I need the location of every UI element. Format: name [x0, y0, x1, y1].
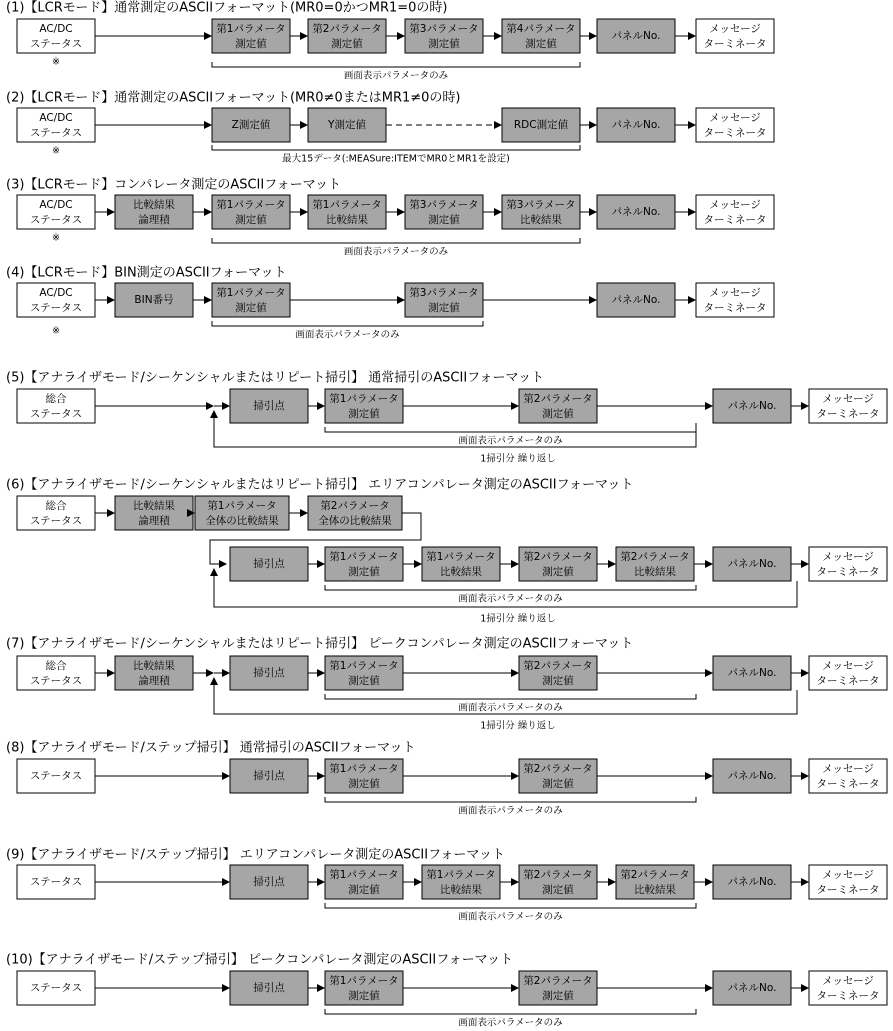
box-label-line2: 測定値: [235, 214, 267, 226]
box-label-line1: メッセージ: [822, 393, 874, 405]
panel-no-box: [713, 865, 791, 899]
box-label-line2: 測定値: [542, 408, 574, 420]
box-label-line2: ステータス: [29, 302, 83, 314]
message-terminator-box: [809, 971, 887, 1005]
box-label-line2: ステータス: [29, 38, 83, 50]
box-label-line2: 全体の比較結果: [205, 515, 279, 527]
bin-number-box: [115, 283, 193, 317]
box-label-line1: 第1パラメータ: [329, 551, 399, 563]
param3-compare-box: [502, 195, 580, 229]
box-label: パネルNo.: [727, 667, 777, 679]
panel-no-box: [597, 19, 675, 53]
box-label-line1: 第2パラメータ: [523, 660, 593, 672]
box-label-line1: 第1パラメータ: [329, 660, 399, 672]
param4-box: [502, 19, 580, 53]
box-label-line1: メッセージ: [709, 199, 761, 211]
box-label-line1: 第1パラメータ: [329, 393, 399, 405]
note-mark: ※: [52, 145, 60, 157]
box-label-line1: 第4パラメータ: [506, 23, 576, 35]
param1-box: [325, 547, 403, 581]
box-label: パネルNo.: [611, 206, 661, 218]
box-label-line2: 比較結果: [440, 566, 482, 578]
box-label-line2: 測定値: [348, 778, 380, 790]
message-terminator-box: [696, 195, 774, 229]
box-label-line1: 総合: [45, 500, 67, 512]
box-label-line2: ステータス: [29, 408, 83, 420]
section-title: (3)【LCRモード】コンパレータ測定のASCIIフォーマット: [6, 177, 342, 193]
section-title: (5)【アナライザモード/シーケンシャルまたはリピート掃引】 通常掃引のASCIIフォーマット: [6, 370, 544, 386]
box-label-line1: 第2パラメータ: [523, 763, 593, 775]
box-label-line2: ターミネータ: [816, 990, 880, 1002]
box-label-line2: 全体の比較結果: [318, 515, 392, 527]
box-label-line2: 測定値: [428, 214, 460, 226]
box-label-line1: 第3パラメータ: [506, 199, 576, 211]
panel-no-box: [713, 971, 791, 1005]
box-label: ステータス: [29, 876, 83, 888]
bracket-label: 画面表示パラメータのみ: [458, 435, 563, 447]
box-label-line2: ステータス: [29, 214, 83, 226]
param3-box: [405, 19, 483, 53]
message-terminator-box: [809, 865, 887, 899]
box-label: 掃引点: [253, 558, 285, 570]
bracket-label: 画面表示パラメータのみ: [458, 702, 563, 714]
bracket-label: 画面表示パラメータのみ: [343, 246, 449, 258]
repeat-label: 1掃引分 繰り返し: [480, 720, 556, 732]
box-label-line2: 測定値: [542, 566, 574, 578]
box-label-line2: 測定値: [348, 884, 380, 896]
box-label-line1: 第1パラメータ: [329, 975, 399, 987]
box-label: パネルNo.: [611, 294, 661, 306]
box-label-line1: 第1パラメータ: [312, 199, 382, 211]
box-label-line1: メッセージ: [822, 763, 874, 775]
box-label-line1: 第1パラメータ: [329, 869, 399, 881]
param1-box: [325, 865, 403, 899]
box-label-line1: 第1パラメータ: [207, 500, 277, 512]
comparator-and-box: [115, 195, 193, 229]
param1-compare-box: [308, 195, 386, 229]
panel-no-box: [597, 195, 675, 229]
box-label: ステータス: [29, 770, 83, 782]
box-label-line1: 第2パラメータ: [312, 23, 382, 35]
ac-dc-status-box: [17, 108, 95, 142]
box-label-line2: 測定値: [542, 884, 574, 896]
box-label-line1: 第2パラメータ: [320, 500, 390, 512]
box-label-line2: 測定値: [348, 675, 380, 687]
param2-box: [519, 971, 597, 1005]
display-bracket: [212, 62, 580, 67]
param1-box: [212, 19, 290, 53]
box-label-line2: 測定値: [542, 778, 574, 790]
panel-no-box: [713, 389, 791, 423]
sweep-point-box: [230, 656, 308, 690]
box-label-line1: 第2パラメータ: [523, 393, 593, 405]
box-label-line2: 測定値: [542, 675, 574, 687]
box-label-line1: メッセージ: [709, 112, 761, 124]
section-title: (10)【アナライザモード/ステップ掃引】 ピークコンパレータ測定のASCIIフォーマット: [6, 952, 514, 968]
box-label-line1: 第1パラメータ: [216, 23, 286, 35]
total-status-box: [17, 656, 95, 690]
box-label-line2: 測定値: [235, 38, 267, 50]
param2-overall-box: [308, 496, 402, 530]
box-label-line2: ターミネータ: [816, 675, 880, 687]
box-label-line1: メッセージ: [709, 23, 761, 35]
box-label-line1: メッセージ: [709, 287, 761, 299]
bracket-label: 画面表示パラメータのみ: [295, 329, 400, 341]
box-label: パネルNo.: [727, 982, 777, 994]
display-bracket: [212, 238, 580, 243]
display-bracket: [212, 145, 580, 150]
box-label-line1: 第1パラメータ: [216, 199, 286, 211]
box-label-line2: 論理積: [138, 675, 170, 687]
box-label-line2: 比較結果: [440, 884, 482, 896]
box-label-line1: 第2パラメータ: [620, 551, 690, 563]
bracket-label: 画面表示パラメータのみ: [458, 805, 563, 817]
box-label-line2: 比較結果: [520, 214, 562, 226]
box-label-line1: 第1パラメータ: [216, 287, 286, 299]
section-title: (1)【LCRモード】通常測定のASCIIフォーマット(MR0=0かつMR1=0の時): [6, 0, 448, 16]
box-label-line2: 比較結果: [634, 566, 676, 578]
box-label-line1: 第2パラメータ: [523, 975, 593, 987]
message-terminator-box: [809, 389, 887, 423]
box-label-line1: 比較結果: [133, 199, 175, 211]
param2-box: [519, 547, 597, 581]
box-label: パネルNo.: [727, 400, 777, 412]
box-label-line2: 測定値: [428, 38, 460, 50]
message-terminator-box: [696, 19, 774, 53]
box-label-line1: メッセージ: [822, 975, 874, 987]
box-label-line1: AC/DC: [39, 199, 73, 211]
ac-dc-status-box: [17, 19, 95, 53]
box-label-line1: 第1パラメータ: [426, 869, 496, 881]
box-label-line2: 比較結果: [634, 884, 676, 896]
param2-box: [308, 19, 386, 53]
message-terminator-box: [696, 108, 774, 142]
sweep-point-box: [230, 759, 308, 793]
display-bracket: [325, 1009, 696, 1014]
param1-box: [325, 971, 403, 1005]
section-title: (7)【アナライザモード/シーケンシャルまたはリピート掃引】 ピークコンパレータ測定のASCIIフォーマット: [6, 636, 634, 652]
box-label-line1: 比較結果: [133, 660, 175, 672]
box-label-line2: ステータス: [29, 675, 83, 687]
section-title: (6)【アナライザモード/シーケンシャルまたはリピート掃引】 エリアコンパレータ測定のASCIIフォーマット: [6, 477, 634, 493]
box-label-line1: 第1パラメータ: [329, 763, 399, 775]
box-label-line1: AC/DC: [39, 112, 73, 124]
bracket-label: 画面表示パラメータのみ: [458, 1017, 563, 1029]
box-label: RDC測定値: [513, 119, 569, 131]
bracket-label: 最大15データ(:MEASure:ITEMでMR0とMR1を設定): [282, 153, 510, 165]
box-label-line2: ターミネータ: [816, 566, 880, 578]
box-label-line1: 第2パラメータ: [523, 869, 593, 881]
param2-box: [519, 389, 597, 423]
comparator-and-box: [115, 496, 193, 530]
box-label-line2: 測定値: [348, 408, 380, 420]
param2-compare-box: [616, 547, 694, 581]
note-mark: ※: [52, 232, 60, 244]
display-bracket: [325, 585, 696, 590]
status-box: [17, 971, 95, 1005]
box-label-line2: 比較結果: [326, 214, 368, 226]
box-label-line2: ターミネータ: [816, 408, 880, 420]
box-label-line1: AC/DC: [39, 287, 73, 299]
repeat-label: 1掃引分 繰り返し: [480, 453, 556, 465]
status-box: [17, 865, 95, 899]
note-mark: ※: [52, 325, 60, 337]
box-label-line2: ステータス: [29, 127, 83, 139]
param2-box: [519, 865, 597, 899]
param1-box: [212, 283, 290, 317]
panel-no-box: [597, 108, 675, 142]
box-label-line1: メッセージ: [822, 551, 874, 563]
status-box: [17, 759, 95, 793]
ac-dc-status-box: [17, 195, 95, 229]
sweep-point-box: [230, 865, 308, 899]
sweep-point-box: [230, 971, 308, 1005]
comparator-and-box: [115, 656, 193, 690]
param1-overall-box: [195, 496, 289, 530]
box-label-line1: 第1パラメータ: [426, 551, 496, 563]
panel-no-box: [713, 656, 791, 690]
section-title: (2)【LCRモード】通常測定のASCIIフォーマット(MR0≠0またはMR1≠0の時): [6, 90, 461, 106]
param1-box: [325, 759, 403, 793]
param2-box: [519, 656, 597, 690]
box-label-line2: ステータス: [29, 515, 83, 527]
box-label-line1: 第2パラメータ: [620, 869, 690, 881]
box-label-line1: 第2パラメータ: [523, 551, 593, 563]
param1-compare-box: [422, 865, 500, 899]
repeat-label: 1掃引分 繰り返し: [480, 613, 556, 625]
bracket-label: 画面表示パラメータのみ: [458, 911, 563, 923]
box-label-line2: ターミネータ: [703, 302, 767, 314]
bracket-label: 画面表示パラメータのみ: [458, 593, 563, 605]
box-label-line2: ターミネータ: [816, 884, 880, 896]
param1-box: [212, 195, 290, 229]
message-terminator-box: [809, 656, 887, 690]
message-terminator-box: [809, 759, 887, 793]
box-label-line2: 測定値: [525, 38, 557, 50]
box-label-line1: 第3パラメータ: [409, 287, 479, 299]
bracket-label: 画面表示パラメータのみ: [343, 70, 449, 82]
box-label-line2: ターミネータ: [703, 127, 767, 139]
box-label-line2: 測定値: [542, 990, 574, 1002]
param2-box: [519, 759, 597, 793]
sweep-point-box: [230, 389, 308, 423]
box-label: 掃引点: [253, 982, 285, 994]
box-label-line1: 第3パラメータ: [409, 199, 479, 211]
param3-box: [405, 195, 483, 229]
box-label: 掃引点: [253, 400, 285, 412]
display-bracket: [325, 903, 696, 908]
box-label-line1: 比較結果: [133, 500, 175, 512]
box-label-line2: 測定値: [235, 302, 267, 314]
box-label: Z測定値: [231, 119, 271, 131]
box-label-line1: メッセージ: [822, 660, 874, 672]
box-label-line2: 論理積: [138, 214, 170, 226]
param1-box: [325, 656, 403, 690]
param3-box: [405, 283, 483, 317]
box-label-line1: 総合: [45, 660, 67, 672]
box-label-line1: 第3パラメータ: [409, 23, 479, 35]
box-label-line2: 論理積: [138, 515, 170, 527]
message-terminator-box: [696, 283, 774, 317]
box-label-line1: 総合: [45, 393, 67, 405]
box-label-line2: ターミネータ: [816, 778, 880, 790]
panel-no-box: [713, 547, 791, 581]
box-label: Y測定値: [328, 119, 366, 131]
param1-compare-box: [422, 547, 500, 581]
box-label: BIN番号: [134, 294, 174, 306]
box-label: ステータス: [29, 982, 83, 994]
sweep-point-box: [230, 547, 308, 581]
box-label: パネルNo.: [727, 770, 777, 782]
box-label: パネルNo.: [611, 119, 661, 131]
box-label-line2: ターミネータ: [703, 214, 767, 226]
box-label: 掃引点: [253, 667, 285, 679]
display-bracket: [212, 321, 483, 326]
note-mark: ※: [52, 56, 60, 68]
ac-dc-status-box: [17, 283, 95, 317]
box-label: パネルNo.: [611, 30, 661, 42]
section-title: (8)【アナライザモード/ステップ掃引】 通常掃引のASCIIフォーマット: [6, 740, 416, 756]
box-label-line2: 測定値: [331, 38, 363, 50]
display-bracket: [325, 427, 696, 432]
box-label: パネルNo.: [727, 558, 777, 570]
z-value-box: [212, 108, 290, 142]
message-terminator-box: [809, 547, 887, 581]
box-label-line2: 測定値: [348, 990, 380, 1002]
total-status-box: [17, 496, 95, 530]
total-status-box: [17, 389, 95, 423]
box-label: 掃引点: [253, 876, 285, 888]
param2-compare-box: [616, 865, 694, 899]
box-label: パネルNo.: [727, 876, 777, 888]
box-label-line1: メッセージ: [822, 869, 874, 881]
box-label-line2: 測定値: [428, 302, 460, 314]
section-title: (9)【アナライザモード/ステップ掃引】 エリアコンパレータ測定のASCIIフォーマット: [6, 847, 505, 863]
box-label-line1: AC/DC: [39, 23, 73, 35]
display-bracket: [325, 797, 696, 802]
box-label: 掃引点: [253, 770, 285, 782]
box-label-line2: ターミネータ: [703, 38, 767, 50]
rdc-value-box: [502, 108, 580, 142]
box-label-line2: 測定値: [348, 566, 380, 578]
panel-no-box: [713, 759, 791, 793]
section-title: (4)【LCRモード】BIN測定のASCIIフォーマット: [6, 265, 287, 281]
param1-box: [325, 389, 403, 423]
y-value-box: [308, 108, 386, 142]
display-bracket: [325, 694, 696, 699]
panel-no-box: [597, 283, 675, 317]
